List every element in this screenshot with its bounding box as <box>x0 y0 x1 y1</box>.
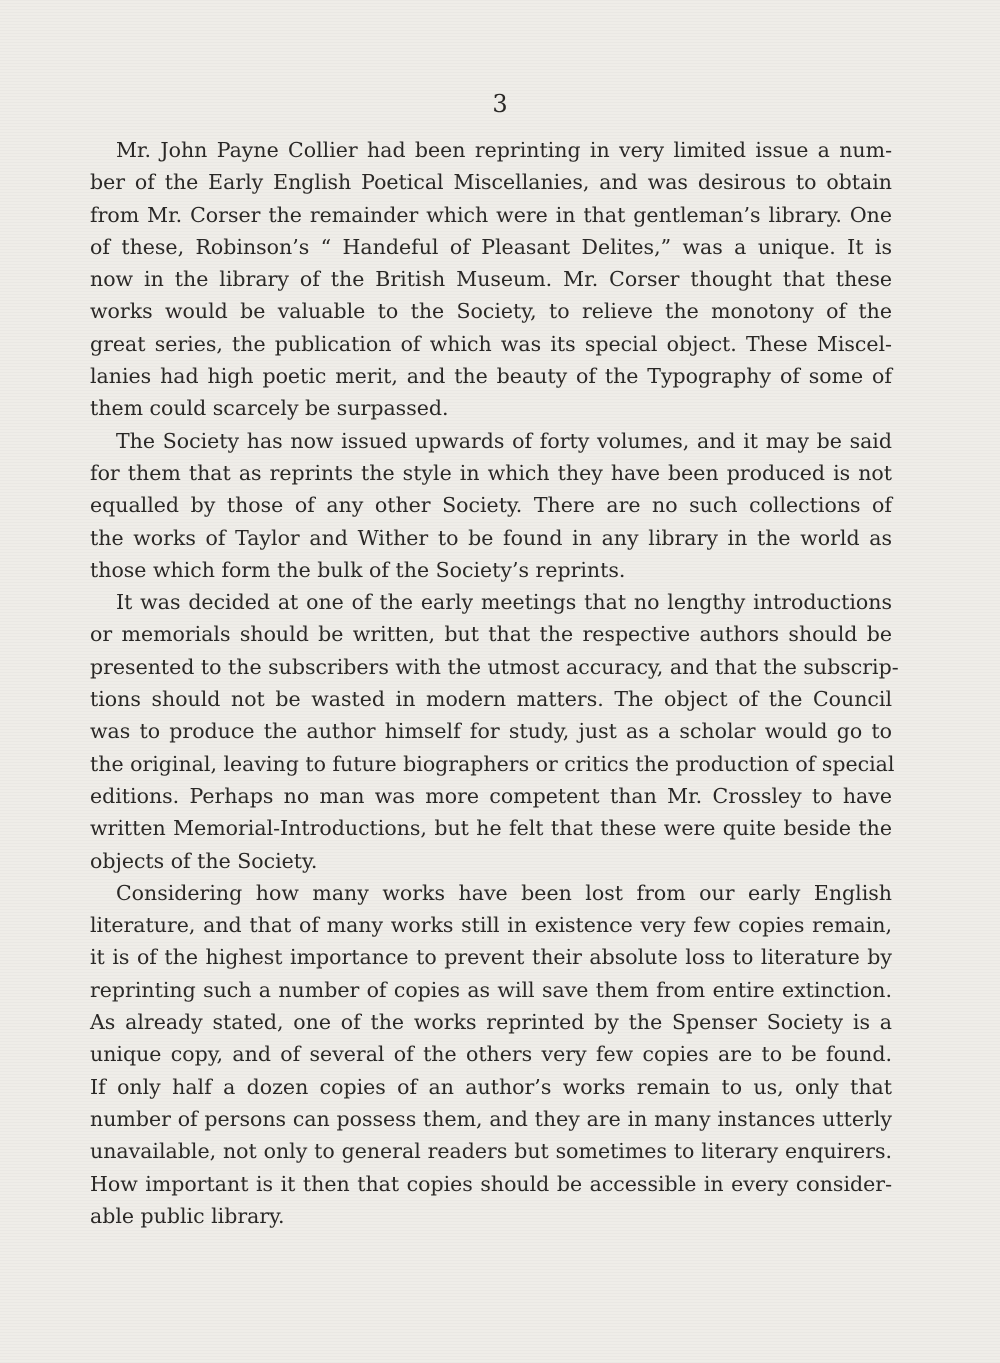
text-line: written Memorial-Introductions, but he felt that these were quite beside the <box>90 816 892 841</box>
text-line: great series, the publication of which was its special object. These Miscel- <box>90 331 892 356</box>
text-line: now in the library of the British Museum. Mr. Corser thought that these <box>90 267 892 292</box>
page-number: 3 <box>492 90 508 118</box>
text-line: If only half a dozen copies of an author’s works remain to us, only that <box>90 1074 892 1099</box>
text-line: literature, and that of many works still in existence very few copies remain, <box>90 913 892 938</box>
text-line: presented to the subscribers with the utmost accuracy, and that the subscrip- <box>90 654 899 679</box>
text-line: number of persons can possess them, and they are in many instances utterly <box>90 1106 892 1131</box>
text-line: or memorials should be written, but that the respective authors should be <box>90 622 892 647</box>
text-line: Mr. John Payne Collier had been reprinting in very limited issue a num- <box>116 138 892 162</box>
paragraph-1 <box>90 134 892 425</box>
text-line: It was decided at one of the early meetings that no lengthy introductions <box>116 590 892 615</box>
text-line: works would be valuable to the Society, to relieve the monotony of the <box>90 299 892 324</box>
text-line: How important is it then that copies should be accessible in every consider- <box>90 1171 892 1196</box>
text-line: them could scarcely be surpassed. <box>90 396 449 421</box>
text-line: unique copy, and of several of the others very few copies are to be found. <box>90 1042 892 1067</box>
text-line: able public library. <box>90 1203 285 1228</box>
text-line: editions. Perhaps no man was more competent than Mr. Crossley to have <box>90 783 892 808</box>
text-line: tions should not be wasted in modern matters. The object of the Council <box>90 687 892 712</box>
paragraph-3 <box>90 586 899 877</box>
text-line: from Mr. Corser the remainder which were in that gentleman’s library. One <box>90 202 892 227</box>
text-line: equalled by those of any other Society. There are no such collections of <box>90 493 892 518</box>
text-line: for them that as reprints the style in which they have been produced is not <box>90 460 892 485</box>
text-line: lanies had high poetic merit, and the beauty of the Typography of some of <box>90 364 892 389</box>
text-line: unavailable, not only to general readers but sometimes to literary enquirers. <box>90 1139 892 1164</box>
text-line: the original, leaving to future biographers or critics the production of special <box>90 751 895 776</box>
text-line: those which form the bulk of the Society’s reprints. <box>90 557 626 582</box>
paragraph-4 <box>90 877 892 1232</box>
text-line: The Society has now issued upwards of forty volumes, and it may be said <box>116 428 892 453</box>
text-line: Considering how many works have been lost from our early English <box>116 880 892 905</box>
paragraph-2 <box>90 425 892 586</box>
text-line: ber of the Early English Poetical Miscellanies, and was desirous to obtain <box>90 170 892 195</box>
text-line: it is of the highest importance to prevent their absolute loss to literature by <box>90 945 892 970</box>
body-text <box>90 134 899 1232</box>
text-line: was to produce the author himself for study, just as a scholar would go to <box>90 719 892 744</box>
text-line: As already stated, one of the works reprinted by the Spenser Society is a <box>90 1010 892 1035</box>
text-line: of these, Robinson’s “ Handeful of Pleasant Delites,” was a unique. It is <box>90 234 892 259</box>
text-line: reprinting such a number of copies as will save them from entire extinction. <box>90 977 892 1002</box>
text-line: objects of the Society. <box>90 848 318 873</box>
text-line: the works of Taylor and Wither to be found in any library in the world as <box>90 525 892 550</box>
